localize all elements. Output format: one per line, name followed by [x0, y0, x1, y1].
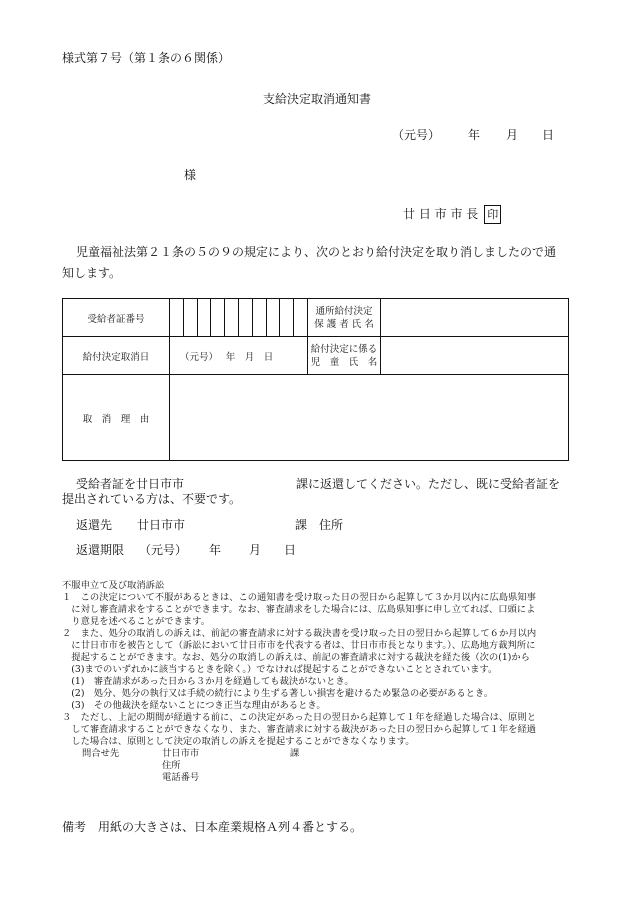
appeal-notes [62, 592, 536, 748]
date-era: （元号） [392, 128, 441, 142]
contact-city: 廿日市市 [162, 748, 200, 759]
cancel-date-value: （元号） 年 月 日 [170, 337, 308, 375]
digit-cell [280, 299, 294, 336]
seal-box: 印 [484, 205, 501, 224]
decision-table [62, 298, 569, 461]
document-title: 支給決定取消通知書 [263, 92, 372, 106]
child-name-value [381, 337, 569, 375]
appeal-line: した場合は、原則として決定の取消しの訴えを提起することができなくなります。 [62, 736, 415, 747]
return-dest-label: 返還先 [76, 518, 113, 532]
recipient-suffix: 様 [184, 168, 197, 182]
body-line-2: 知します。 [62, 266, 122, 280]
appeal-line: り意見を述べることができます。 [62, 616, 211, 627]
digit-cell [225, 299, 239, 336]
date-month: 月 [506, 128, 519, 142]
appeal-line: 提起することができます。なお、処分の取消しの訴えは、前記の審査請求に対する裁決を経た後（次の(1)から [62, 652, 530, 663]
issuer-name: 廿 日 市 市 長 [403, 207, 479, 221]
cert-number-label: 受給者証番号 [63, 299, 170, 337]
return-deadline-month: 月 [249, 543, 262, 557]
return-notice-part-1: 受給者証を廿日市市 [76, 477, 185, 491]
reason-value [170, 375, 569, 461]
digit-cell [239, 299, 253, 336]
appeal-line: (2) 処分、処分の執行又は手続の続行により生ずる著しい損害を避けるため緊急の必要があるとき。 [62, 688, 494, 699]
child-label-line-2: 児 童 氏 名 [310, 356, 378, 368]
form-number: 様式第７号（第１条の６関係） [62, 51, 231, 65]
digit-cell [267, 299, 281, 336]
appeal-line: (3)までのいずれかに該当するときを除く。）でなければ提起することができないこととされています。 [62, 664, 498, 675]
child-label [308, 337, 381, 375]
guardian-name-value [381, 299, 569, 337]
appeal-line: して審査請求することができなくなり、また、審査請求に対する裁決があった日の翌日から起算して１年を経過 [62, 724, 537, 735]
digit-cell [211, 299, 225, 336]
return-deadline-day: 日 [284, 543, 297, 557]
appeal-line: １ この決定について不服があるときは、この通知書を受け取った日の翌日から起算して３か月以内に広島県知事 [62, 592, 536, 603]
digit-cell [198, 299, 212, 336]
guardian-label-line-2: 保 護 者 氏 名 [314, 318, 374, 330]
cert-number-digits [170, 299, 308, 337]
date-year: 年 [468, 128, 481, 142]
return-deadline-era: （元号） [139, 543, 188, 557]
return-dest-section: 課 [295, 518, 308, 532]
appeal-line: に廿日市市を被告として（訴訟において廿日市市を代表する者は、廿日市市長となります。）、広島地方裁判所に [62, 640, 536, 651]
return-dest-city: 廿日市市 [137, 518, 186, 532]
appeal-line: (1) 審査請求があった日から３か月を経過しても裁決がないとき。 [62, 676, 354, 687]
contact-section: 課 [290, 748, 300, 759]
issuer [403, 205, 501, 224]
appeal-heading: 不服申立て及び取消訴訟 [62, 580, 165, 591]
digit-cell [184, 299, 198, 336]
date-day: 日 [542, 128, 555, 142]
reason-label: 取 消 理 由 [63, 375, 170, 461]
footnote: 備考 用紙の大きさは、日本産業規格Ａ列４番とする。 [62, 820, 363, 834]
guardian-label-line-1: 通所給付決定 [315, 305, 373, 317]
return-notice-line-2: 提出されている方は、不要です。 [62, 492, 242, 506]
appeal-line: に対し審査請求をすることができます。なお、審査請求をした場合には、広島県知事に申し立てれば、口頭によ [62, 604, 536, 615]
digit-cell [294, 299, 307, 336]
digit-cell [253, 299, 267, 336]
return-deadline-year: 年 [209, 543, 222, 557]
contact-label: 問合せ先 [82, 748, 120, 759]
appeal-line: ２ また、処分の取消しの訴えは、前記の審査請求に対する裁決書を受け取った日の翌日から起算して６か月以内 [62, 628, 537, 639]
appeal-line: (3) その他裁決を経ないことにつき正当な理由があるとき。 [62, 700, 326, 711]
cancel-date-label: 給付決定取消日 [63, 337, 170, 375]
appeal-line: ３ ただし、上記の期間が経過する前に、この決定があった日の翌日から起算して１年を経過した場合は、原則と [62, 712, 537, 723]
guardian-label [308, 299, 381, 337]
child-label-line-1: 給付決定に係る [310, 343, 378, 355]
return-notice-part-2: 課に返還してください。ただし、既に受給者証を [296, 477, 561, 491]
digit-cell [170, 299, 184, 336]
contact-phone: 電話番号 [162, 772, 200, 783]
body-line-1: 児童福祉法第２１条の５の９の規定により、次のとおり給付決定を取り消しましたので通 [76, 245, 557, 259]
return-dest-address-label: 住所 [319, 518, 344, 532]
contact-address: 住所 [162, 760, 181, 771]
return-deadline-label: 返還期限 [76, 543, 125, 557]
